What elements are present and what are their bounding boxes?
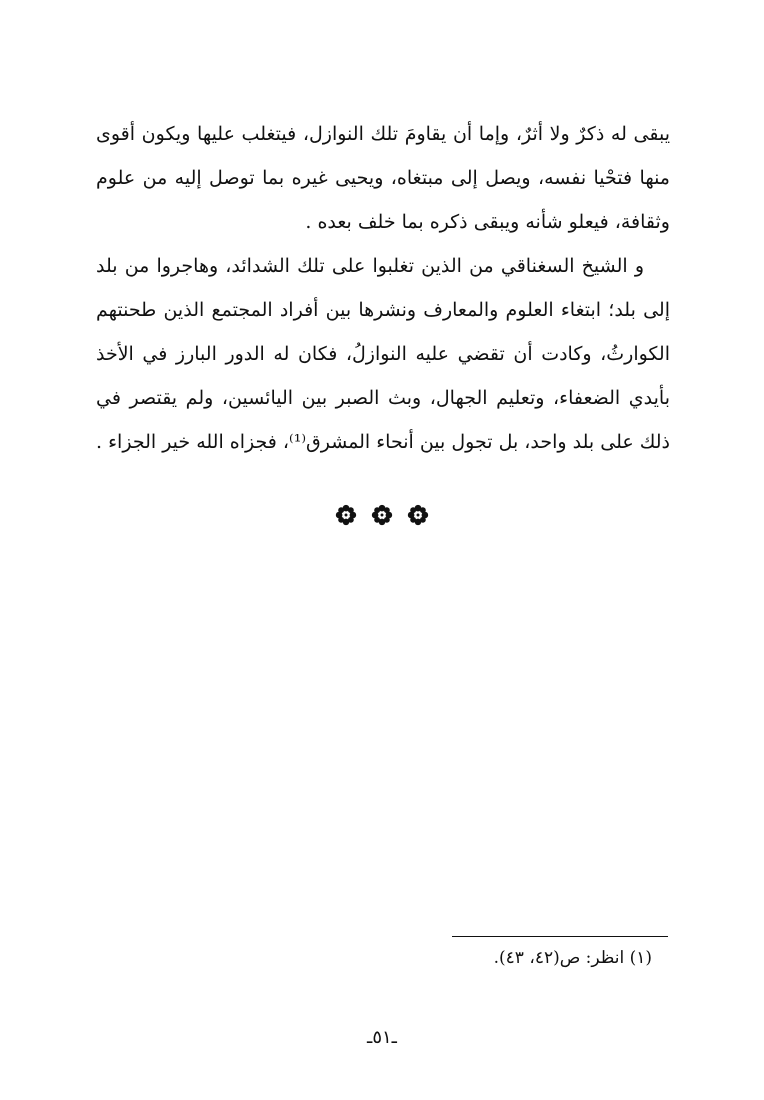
paragraph-line: يبقى له ذكرٌ ولا أثرٌ، وإما أن يقاومَ تلك النوازل، فيتغلب عليها ويكون أقوى: [96, 123, 670, 145]
page-number: ـ٥١ـ: [367, 1027, 397, 1048]
paragraph-1: [96, 112, 670, 244]
paragraph-line: وثقافة، فيعلو شأنه ويبقى ذكره بما خلف بعده .: [305, 211, 670, 233]
paragraph-line: بأيدي الضعفاء، وتعليم الجهال، وبث الصبر بين اليائسين، ولم يقتصر في: [96, 387, 670, 409]
paragraph-2: [96, 244, 670, 464]
section-separator: [0, 504, 764, 526]
paragraph-line: منها فتحْيا نفسه، ويصل إلى مبتغاه، ويحيى غيره بما توصل إليه من علوم: [96, 167, 670, 189]
paragraph-line: و الشيخ السغناقي من الذين تغلبوا على تلك الشدائد، وهاجروا من بلد: [96, 255, 644, 277]
paragraph-line: إلى بلد؛ ابتغاء العلوم والمعارف ونشرها بين أفراد المجتمع الذين طحنتهم: [96, 299, 670, 321]
flower-ornament-icon: [371, 504, 393, 526]
flower-ornament-icon: [335, 504, 357, 526]
flower-ornament-icon: [407, 504, 429, 526]
paragraph-line: ذلك على بلد واحد، بل تجول بين أنحاء المشرق⁽¹⁾، فجزاه الله خير الجزاء .: [96, 431, 670, 453]
footnote-divider: [452, 936, 668, 937]
footnote: (١) انظر: ص(٤٢، ٤٣).: [493, 948, 652, 968]
paragraph-line: الكوارثُ، وكادت أن تقضي عليه النوازلُ، فكان له الدور البارز في الأخذ: [96, 343, 670, 365]
